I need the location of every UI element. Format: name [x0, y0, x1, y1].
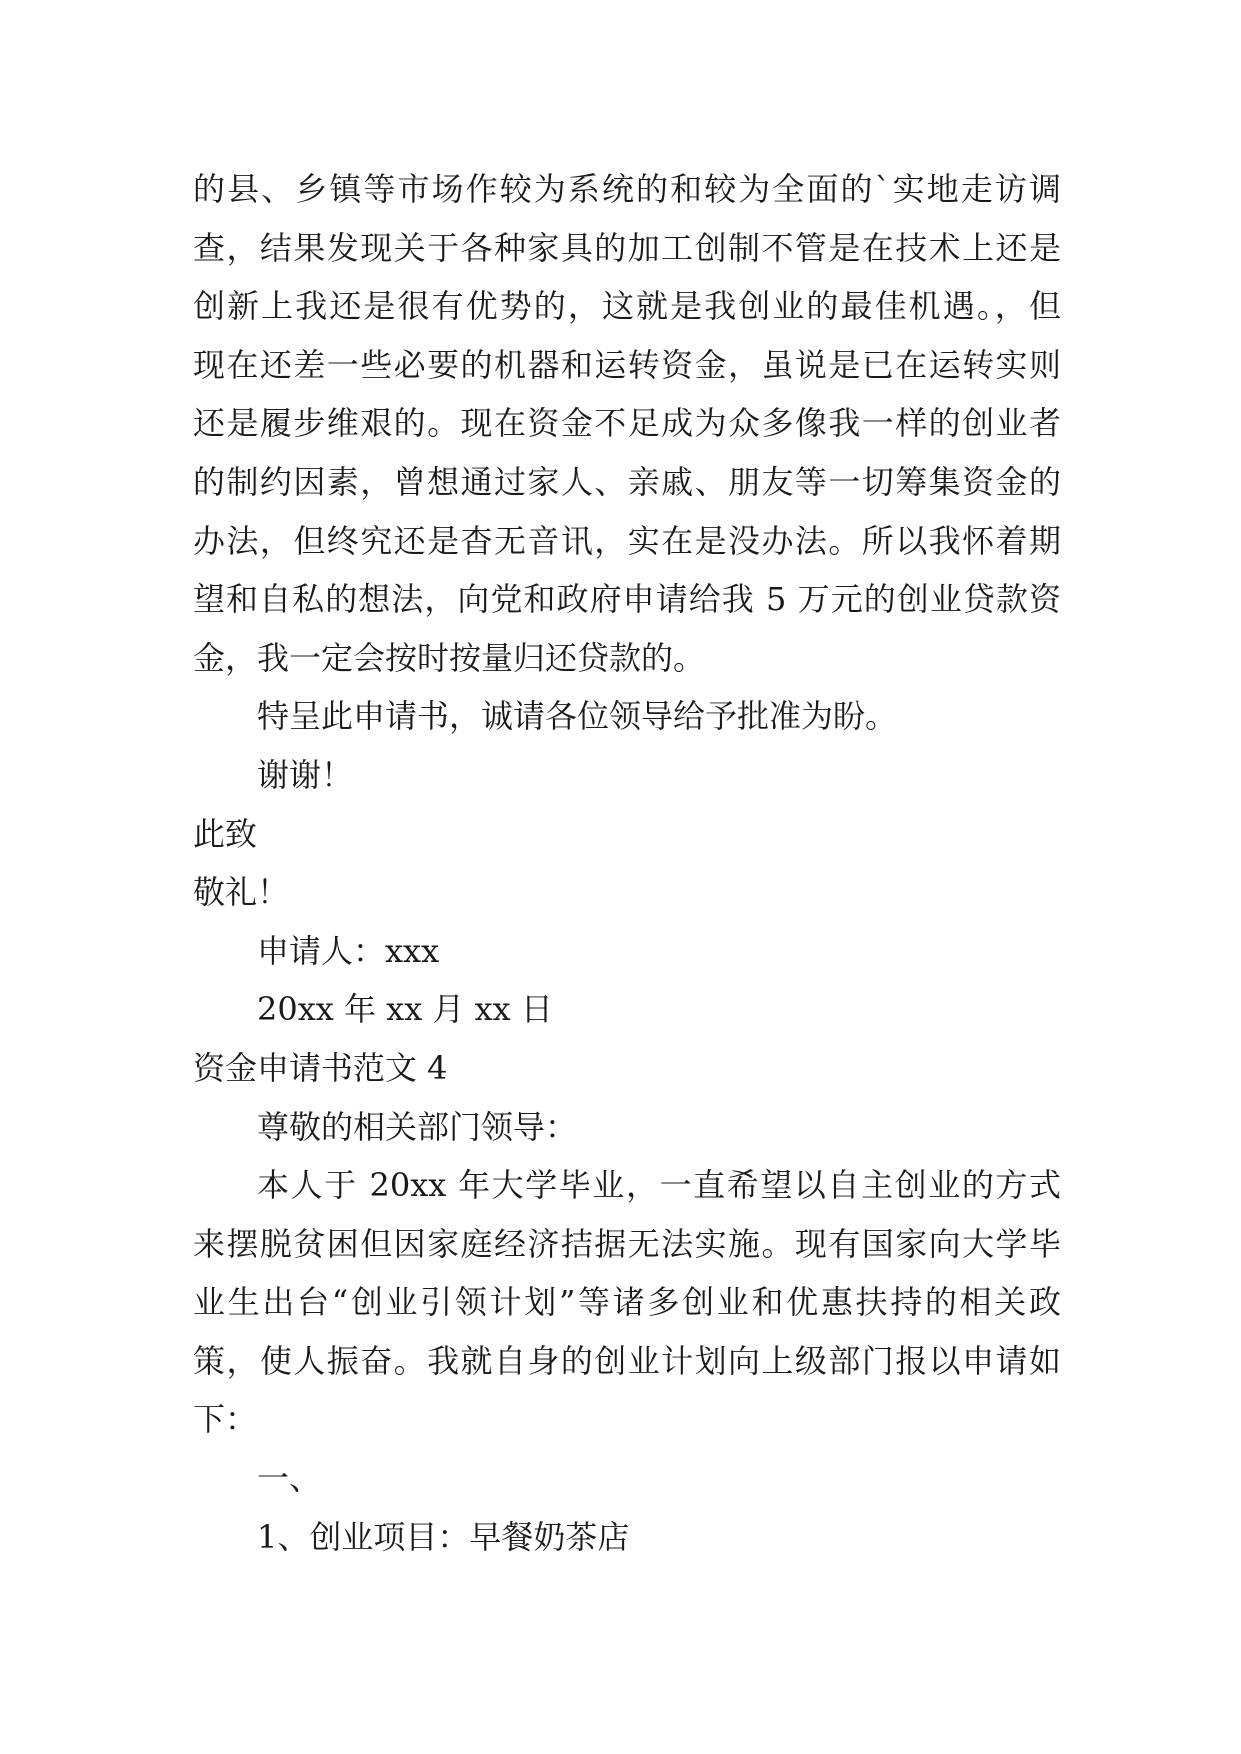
- body-line: 来摆脱贫困但因家庭经济拮据无法实施。现有国家向大学毕: [193, 1224, 1061, 1263]
- salutation-line: 此致: [193, 814, 258, 853]
- body-line: 还是履步维艰的。现在资金不足成为众多像我一样的创业者: [193, 404, 1061, 443]
- body-line: 业生出台“创业引领计划”等诸多创业和优惠扶持的相关政: [193, 1283, 1061, 1322]
- signature-date: 20xx 年 xx 月 xx 日: [257, 990, 553, 1029]
- body-line: 金，我一定会按时按量归还贷款的。: [193, 638, 706, 677]
- list-heading: 一、: [257, 1459, 322, 1498]
- thanks-line: 谢谢！: [257, 755, 354, 794]
- body-line: 策，使人振奋。我就自身的创业计划向上级部门报以申请如: [193, 1341, 1061, 1380]
- body-line: 查，结果发现关于各种家具的加工创制不管是在技术上还是: [193, 228, 1061, 267]
- body-line: 下：: [193, 1400, 258, 1439]
- closing-request: 特呈此申请书，诚请各位领导给予批准为盼。: [257, 697, 898, 736]
- body-line: 创新上我还是很有优势的，这就是我创业的最佳机遇。，但: [193, 287, 1061, 326]
- body-line: 办法，但终究还是杳无音讯，实在是没办法。所以我怀着期: [193, 521, 1061, 560]
- greeting-line: 尊敬的相关部门领导：: [257, 1107, 578, 1146]
- document-body: [193, 160, 1061, 1566]
- body-line: 望和自私的想法，向党和政府申请给我 5 万元的创业贷款资: [193, 580, 1061, 619]
- list-item: 1、创业项目：早餐奶茶店: [257, 1517, 630, 1556]
- body-line: 的制约因素，曾想通过家人、亲戚、朋友等一切筹集资金的: [193, 462, 1061, 501]
- section-title: 资金申请书范文 4: [193, 1048, 448, 1087]
- body-line: 现在还差一些必要的机器和运转资金，虽说是已在运转实则: [193, 345, 1061, 384]
- body-line: 本人于 20xx 年大学毕业，一直希望以自主创业的方式: [257, 1166, 1061, 1205]
- applicant-name: 申请人：xxx: [257, 931, 440, 970]
- salutation-line: 敬礼！: [193, 873, 290, 912]
- body-line: 的县、乡镇等市场作较为系统的和较为全面的`实地走访调: [193, 170, 1061, 208]
